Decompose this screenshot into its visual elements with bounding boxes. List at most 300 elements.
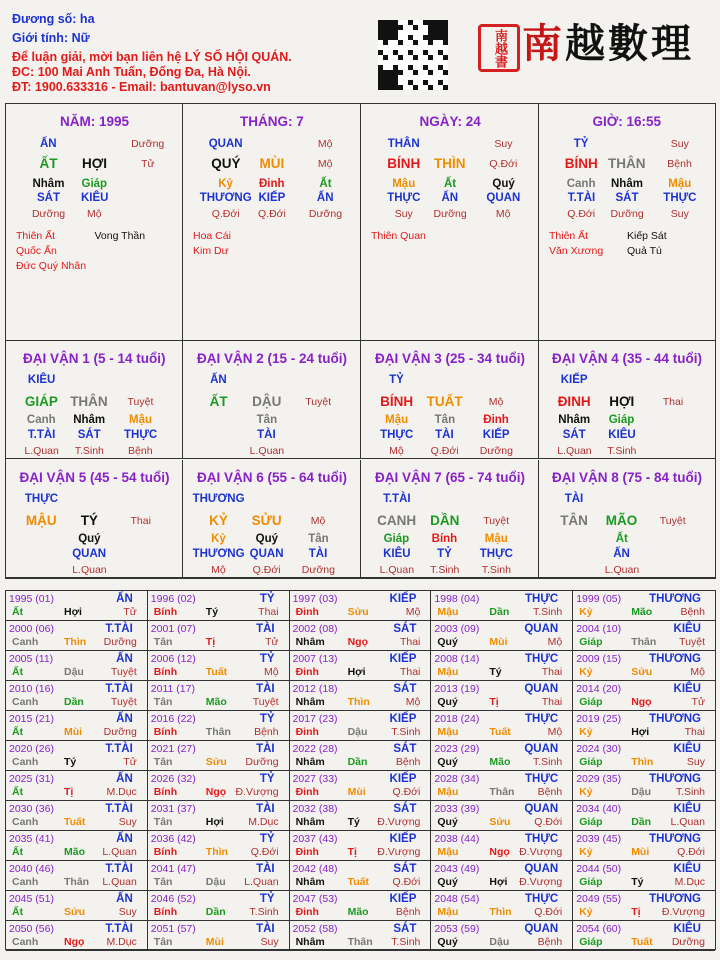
qr-code-icon [378, 20, 448, 90]
hidden-stem: Nhâm [32, 178, 65, 190]
year-label: 2025 (31) [9, 773, 54, 785]
hidden-stage: T.Sinh [430, 564, 460, 576]
dai-van-stage: Thai [662, 396, 684, 408]
year-cell [148, 921, 290, 951]
year-chi: Thìn [64, 636, 87, 648]
year-star: TÀI [256, 923, 275, 935]
year-chi: Mùi [205, 936, 224, 948]
year-stage: Mộ [264, 666, 279, 678]
year-stage: Q.Đới [392, 786, 421, 798]
dai-van-chi: THÂN [70, 394, 108, 409]
year-star: ẤN [116, 593, 133, 605]
pillar-chi-stage: Tử [141, 158, 155, 170]
year-can: Quý [437, 636, 458, 648]
year-can: Kỷ [579, 606, 593, 618]
year-stage: L.Quan [102, 876, 137, 888]
year-can: Bính [153, 906, 178, 918]
year-can: Canh [12, 756, 39, 768]
year-chi: Hợi [64, 606, 82, 618]
year-star: KIÊU [673, 803, 701, 815]
year-can: Kỷ [579, 846, 593, 858]
contact-line-1: Để luận giải, mời bạn liên hệ LÝ SỐ HỘI QUÁN. [12, 50, 292, 64]
year-cell [6, 861, 148, 891]
year-star: T.TÀI [105, 743, 133, 755]
year-stage: Q.Đới [534, 816, 563, 828]
year-stage: Tử [123, 756, 137, 768]
hidden-stage: T.Sinh [74, 445, 104, 457]
special-star: Quả Tú [627, 245, 662, 257]
hidden-stem: Nhâm [611, 178, 643, 190]
year-can: Giáp [579, 756, 603, 768]
year-label: 2013 (19) [434, 683, 480, 695]
year-star: THƯƠNG [649, 893, 701, 905]
year-can: Mậu [437, 786, 459, 798]
hidden-star: ẤN [316, 192, 334, 204]
year-star: THƯƠNG [649, 773, 701, 785]
year-star: SÁT [393, 863, 417, 875]
year-stage: Đ.Vượng [235, 786, 279, 798]
year-can: Mậu [437, 666, 459, 678]
year-can: Quý [437, 756, 458, 768]
year-can: Tân [153, 816, 173, 828]
year-chi: Tý [489, 666, 502, 678]
year-can: Nhâm [295, 696, 325, 708]
year-label: 2001 (07) [150, 623, 196, 635]
year-star: QUAN [524, 863, 559, 875]
dai-van-title: ĐẠI VẬN 6 (55 - 64 tuổi) [197, 470, 348, 485]
hidden-stem: Giáp [608, 414, 635, 426]
year-chi: Thân [64, 876, 90, 888]
year-chi: Tị [489, 696, 499, 708]
year-can: Kỷ [579, 786, 593, 798]
year-star: THƯƠNG [649, 833, 701, 845]
year-stage: Thai [541, 696, 563, 708]
year-can: Bính [153, 666, 178, 678]
dai-van-3 [361, 341, 539, 459]
hidden-star: TÀI [435, 429, 454, 441]
year-can: Đinh [295, 726, 319, 738]
hidden-star: SÁT [562, 429, 586, 441]
hidden-stage: Q.Đới [430, 445, 459, 457]
dai-van-title: ĐẠI VẬN 2 (15 - 24 tuổi) [197, 351, 348, 366]
dai-van-star: KIẾP [560, 374, 588, 386]
hidden-star: T.TÀI [27, 429, 56, 441]
year-star: TỶ [259, 833, 275, 845]
year-star: SÁT [393, 743, 417, 755]
year-label: 2014 (20) [576, 683, 622, 695]
year-label: 2046 (52) [150, 893, 196, 905]
year-cell [573, 621, 715, 651]
year-stage: T.Sinh [391, 936, 421, 948]
year-star: QUAN [524, 623, 559, 635]
year-stage: Thai [258, 606, 279, 618]
year-star: T.TÀI [105, 923, 133, 935]
year-label: 2041 (47) [150, 863, 196, 875]
year-stage: Tuyệt [252, 696, 279, 708]
hidden-star: TÀI [308, 548, 328, 560]
year-chi: Sửu [347, 606, 369, 618]
pillar-4 [539, 104, 715, 340]
hidden-stage: Mộ [211, 564, 226, 576]
year-chi: Thìn [489, 906, 512, 918]
year-can: Quý [437, 696, 458, 708]
year-chi: Tuất [489, 726, 511, 738]
dai-van-4 [539, 341, 715, 459]
hidden-stage: L.Quan [604, 564, 640, 576]
year-chi: Tị [205, 636, 216, 648]
year-chi: Hợi [489, 876, 508, 888]
hidden-stem: Tân [434, 414, 456, 426]
year-chi: Tý [64, 756, 77, 768]
year-stage: Mộ [547, 636, 563, 648]
year-star: KIẾP [389, 713, 417, 725]
year-chi: Thân [347, 936, 373, 948]
year-chi: Mão [205, 696, 227, 708]
dai-van-title: ĐẠI VẬN 8 (75 - 84 tuổi) [552, 470, 703, 485]
year-stage: Q.Đới [250, 846, 279, 858]
year-label: 2044 (50) [576, 863, 622, 875]
year-chi: Dậu [205, 876, 226, 888]
dai-van-title: ĐẠI VẬN 3 (25 - 34 tuổi) [375, 351, 526, 366]
year-cell [573, 831, 715, 861]
dai-van-stage: Mộ [310, 515, 326, 527]
dai-van-chi: SỬU [251, 513, 282, 528]
dai-van-star: THỰC [24, 493, 59, 505]
year-can: Đinh [295, 906, 319, 918]
year-chi: Hợi [631, 726, 650, 738]
year-stage: Suy [118, 906, 137, 918]
year-star: KIẾP [389, 593, 417, 605]
pillar-title: NGÀY: 24 [419, 114, 481, 129]
year-can: Giáp [579, 876, 603, 888]
year-stage: Dưỡng [671, 936, 705, 948]
year-stage: Dưỡng [103, 726, 137, 738]
dai-van-5 [6, 460, 183, 578]
year-label: 2012 (18) [292, 683, 338, 695]
year-chi: Dần [205, 906, 226, 918]
year-stage: T.Sinh [391, 726, 421, 738]
year-cell [148, 741, 290, 771]
year-cell [573, 771, 715, 801]
year-star: QUAN [524, 743, 559, 755]
year-cell [148, 891, 290, 921]
hidden-stage: Q.Đới [252, 564, 281, 576]
year-cell [431, 921, 573, 951]
year-star: TỶ [259, 773, 275, 785]
year-cell [6, 891, 148, 921]
year-chi: Tuất [205, 666, 228, 678]
year-cell [290, 591, 432, 621]
pillar-top-stage: Suy [494, 138, 513, 150]
hidden-stage: T.Sinh [607, 445, 637, 457]
special-star: Thiên Quan [371, 230, 426, 242]
year-star: KIẾP [389, 773, 417, 785]
hidden-star: THỰC [479, 548, 513, 560]
year-stage: Mộ [405, 606, 421, 618]
dai-van-8 [539, 460, 715, 578]
year-stage: Đ.Vượng [377, 816, 421, 828]
year-cell [148, 651, 290, 681]
hidden-star: QUAN [72, 548, 107, 560]
pillar-title: THÁNG: 7 [240, 114, 304, 129]
year-chi: Thìn [205, 846, 228, 858]
pillar-chi-stage: Q.Đới [489, 158, 518, 170]
pillar-top-stage: Dưỡng [131, 138, 165, 150]
year-stage: Q.Đới [677, 846, 705, 858]
year-can: Ất [12, 846, 24, 858]
hidden-stem: Mậu [484, 533, 508, 545]
year-stage: Đ.Vượng [519, 846, 563, 858]
pillar-1 [6, 104, 183, 340]
year-stage: M.Dục [674, 876, 705, 888]
dai-van-chi: DẬU [252, 394, 282, 409]
year-can: Bính [153, 846, 178, 858]
year-can: Mậu [437, 906, 459, 918]
year-chi: Dần [64, 696, 84, 708]
year-stage: Bệnh [395, 906, 421, 918]
year-chi: Mão [347, 906, 369, 918]
year-stage: T.Sinh [533, 756, 563, 768]
year-chi: Mão [489, 756, 511, 768]
year-stage: Bệnh [537, 936, 563, 948]
dai-van-can: TÂN [560, 513, 588, 528]
year-chi: Mùi [631, 846, 650, 858]
year-stage: T.Sinh [533, 606, 563, 618]
year-chi: Ngọ [347, 636, 369, 648]
year-star: TÀI [256, 623, 275, 635]
year-stage: L.Quan [670, 816, 705, 828]
year-label: 2030 (36) [9, 803, 54, 815]
hidden-star: KIÊU [608, 429, 636, 441]
year-chi: Thìn [631, 756, 654, 768]
dai-van-chi: TÝ [80, 513, 98, 528]
year-cell [290, 921, 432, 951]
year-label: 2023 (29) [434, 743, 480, 755]
pillar-can: ẤT [39, 156, 58, 171]
year-stage: Q.Đới [392, 876, 421, 888]
year-cell [290, 831, 432, 861]
contact-phone-email: ĐT: 1900.633316 - Email: bantuvan@lyso.vn [12, 80, 271, 94]
year-star: TÀI [256, 803, 275, 815]
hidden-stage: L.Quan [24, 445, 59, 457]
hidden-stem: Canh [26, 414, 56, 426]
year-label: 2000 (06) [9, 623, 54, 635]
year-star: T.TÀI [105, 803, 133, 815]
dai-van-stage: Thai [130, 515, 151, 527]
hidden-stage: L.Quan [249, 445, 285, 457]
year-cell [431, 741, 573, 771]
year-stage: Thai [541, 666, 563, 678]
hidden-star: SÁT [615, 192, 639, 204]
dai-van-can: GIÁP [24, 394, 58, 409]
year-label: 2007 (13) [292, 653, 338, 665]
dai-van-can: MẬU [25, 513, 57, 528]
year-label: 1998 (04) [434, 593, 480, 605]
year-star: QUAN [524, 803, 559, 815]
year-chi: Ngọ [205, 786, 227, 798]
dai-van-title: ĐẠI VẬN 1 (5 - 14 tuổi) [23, 351, 166, 366]
year-label: 2034 (40) [576, 803, 622, 815]
hidden-star: SÁT [36, 192, 60, 204]
year-stage: Bệnh [680, 606, 705, 618]
year-cell [431, 891, 573, 921]
year-cell [431, 801, 573, 831]
year-chi: Ngọ [489, 846, 510, 858]
year-can: Ất [12, 906, 24, 918]
year-can: Ất [12, 606, 24, 618]
hidden-stem: Mậu [385, 414, 409, 426]
year-star: THỰC [525, 653, 559, 665]
dai-van-6 [183, 460, 361, 578]
year-label: 2011 (17) [150, 683, 195, 695]
year-label: 2053 (59) [434, 923, 480, 935]
year-chi: Dậu [489, 936, 510, 948]
dai-van-title: ĐẠI VẬN 5 (45 - 54 tuổi) [19, 470, 170, 485]
year-cell [431, 681, 573, 711]
year-star: KIẾP [389, 833, 417, 845]
hidden-star: KIẾP [482, 429, 510, 441]
year-star: QUAN [524, 683, 559, 695]
year-chi: Tý [347, 816, 360, 828]
year-stage: Suy [260, 936, 279, 948]
year-stage: T.Sinh [675, 786, 705, 798]
year-stage: Thai [399, 636, 421, 648]
year-label: 2031 (37) [150, 803, 196, 815]
year-can: Nhâm [295, 756, 325, 768]
year-label: 2016 (22) [150, 713, 196, 725]
year-can: Nhâm [295, 816, 325, 828]
year-can: Canh [12, 636, 39, 648]
pillar-top-star: TỶ [573, 138, 589, 150]
year-label: 2035 (41) [9, 833, 54, 845]
owner-name: Đương số: ha [12, 12, 95, 26]
hidden-star: THƯƠNG [199, 192, 252, 204]
header [0, 0, 720, 100]
year-label: 2004 (10) [576, 623, 622, 635]
special-star: Kim Dư [193, 245, 229, 257]
year-stage: Tuyệt [679, 636, 705, 648]
year-label: 2003 (09) [434, 623, 480, 635]
year-cell [6, 591, 148, 621]
year-label: 2040 (46) [9, 863, 54, 875]
hidden-stage: Suy [394, 208, 413, 220]
dai-van-1 [6, 341, 183, 459]
year-label: 2006 (12) [150, 653, 196, 665]
year-stage: Đ.Vượng [519, 876, 563, 888]
year-can: Ất [12, 666, 24, 678]
year-can: Tân [153, 876, 173, 888]
year-can: Giáp [579, 696, 603, 708]
pillar-top-star: THÂN [387, 138, 420, 150]
year-label: 2018 (24) [434, 713, 480, 725]
dai-van-stage: Mộ [488, 396, 504, 408]
year-can: Canh [12, 876, 39, 888]
year-star: ẤN [116, 833, 133, 845]
year-cell [573, 681, 715, 711]
year-can: Canh [12, 696, 39, 708]
hidden-stem: Kỷ [211, 533, 226, 545]
year-label: 1996 (02) [150, 593, 196, 605]
year-chi: Tuất [347, 876, 369, 888]
dai-van-title: ĐẠI VẬN 7 (65 - 74 tuổi) [375, 470, 526, 485]
pillar-chi: THÂN [608, 156, 646, 171]
hidden-stem: Ất [319, 178, 332, 190]
dai-van-stage: Tuyệt [659, 515, 686, 527]
year-label: 2005 (11) [9, 653, 54, 665]
year-cell [573, 861, 715, 891]
hidden-star: TỶ [437, 548, 452, 560]
year-label: 2032 (38) [292, 803, 338, 815]
year-stage: L.Quan [102, 846, 137, 858]
year-star: KIÊU [673, 923, 701, 935]
dai-van-2 [183, 341, 361, 459]
hidden-stem: Nhâm [73, 414, 106, 426]
year-star: THƯƠNG [649, 713, 701, 725]
year-cell [431, 591, 573, 621]
year-star: THƯƠNG [649, 653, 701, 665]
year-label: 2050 (56) [9, 923, 54, 935]
year-label: 2017 (23) [292, 713, 338, 725]
year-chi: Tý [631, 876, 644, 888]
dai-van-stage: Tuyệt [305, 396, 332, 408]
hidden-star: KIÊU [81, 192, 109, 204]
hidden-stage: Dưỡng [31, 208, 66, 220]
hidden-stem: Giáp [81, 178, 108, 190]
year-stage: Tuyệt [110, 696, 137, 708]
year-can: Đinh [295, 846, 319, 858]
pillar-top-star: ẤN [39, 138, 57, 150]
year-chi: Thân [489, 786, 515, 798]
special-star: Thiên Ất [16, 230, 56, 242]
special-star: Quốc Ấn [16, 245, 57, 257]
year-chi: Dần [631, 816, 652, 828]
year-cell [6, 771, 148, 801]
year-star: SÁT [393, 683, 417, 695]
year-label: 2002 (08) [292, 623, 338, 635]
hidden-stem: Bính [431, 533, 458, 545]
year-can: Tân [153, 696, 173, 708]
pillar-chi: HỢI [82, 156, 108, 171]
year-can: Quý [437, 876, 458, 888]
hidden-stem: Tân [256, 414, 278, 426]
dai-van-star: THƯƠNG [192, 493, 245, 505]
year-label: 2047 (53) [292, 893, 338, 905]
hidden-stage: Mộ [87, 208, 102, 220]
year-chi: Dần [347, 756, 368, 768]
year-chi: Sửu [64, 906, 86, 918]
year-can: Mậu [437, 726, 459, 738]
year-chi: Sửu [631, 666, 653, 678]
year-star: TỶ [259, 593, 275, 605]
year-cell [290, 711, 432, 741]
year-cell [573, 921, 715, 951]
year-star: TÀI [256, 683, 275, 695]
year-star: T.TÀI [105, 623, 133, 635]
special-star: Vong Thần [94, 230, 146, 242]
dai-van-can: BÍNH [380, 394, 414, 409]
year-cell [148, 681, 290, 711]
year-label: 2029 (35) [576, 773, 622, 785]
year-can: Bính [153, 606, 178, 618]
year-star: T.TÀI [105, 683, 133, 695]
year-stage: Suy [686, 756, 705, 768]
year-can: Giáp [579, 816, 603, 828]
year-can: Đinh [295, 786, 319, 798]
dai-van-can: ẤT [209, 394, 228, 409]
year-chi: Tị [64, 786, 74, 798]
hidden-star: KIẾP [258, 192, 286, 204]
hidden-stage: Dưỡng [308, 208, 343, 220]
